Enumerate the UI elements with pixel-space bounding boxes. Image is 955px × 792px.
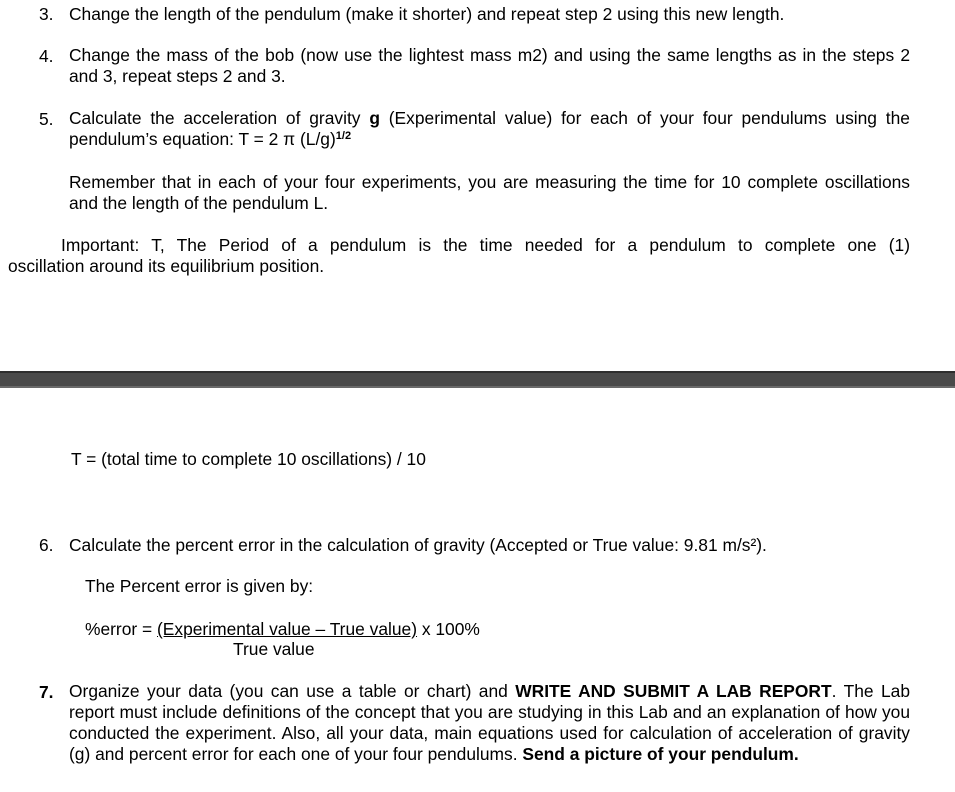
formula-denominator: True value [233,639,315,659]
important-line-1: Important: T, The Period of a pendulum is the time needed for a pendulum to complete one (1) [61,235,910,255]
send-picture-instruction: Send a picture of your pendulum. [522,744,799,764]
step-4-text: Change the mass of the bob (now use the lightest mass m2) and using the same lengths as in the steps 2 and 3, repeat steps 2 and 3. [69,45,910,86]
formula-prefix: %error = [85,619,157,639]
step-7-text-a: Organize your data (you can use a table or chart) and [69,681,516,701]
step-6-text: Calculate the percent error in the calculation of gravity (Accepted or True value: 9.81 m/s²). [69,535,767,555]
lab-report-instruction: WRITE AND SUBMIT A LAB REPORT [515,681,832,701]
step-7-number: 7. [39,682,54,702]
important-line-2: oscillation around its equilibrium position. [8,256,325,276]
step-4-number: 4. [39,46,54,66]
step-7-text [69,681,910,765]
formula-suffix: x 100% [417,619,480,639]
percent-error-formula [85,619,480,639]
percent-error-intro: The Percent error is given by: [85,576,314,596]
step-3-number: 3. [39,4,54,24]
step-7-text-b: . The Lab report must include definitions of the concept that you are studying in this Lab and an explanation of how you conducted the experiment. Also, all your data, main equations used for calculation of acceleration of gravity (g) and percent error for each one of your four pendulums. [69,681,910,764]
formula-numerator: (Experimental value – True value) [157,619,418,639]
step-6-number: 6. [39,535,54,555]
step-5-text [69,108,910,150]
step-5-text-a: Calculate the acceleration of gravity [69,108,370,128]
step-3-text: Change the length of the pendulum (make it shorter) and repeat step 2 using this new length. [69,4,785,24]
step-5-number: 5. [39,109,54,129]
equation-exponent: 1/2 [335,130,352,142]
step-5-text-b: (Experimental value) for each of your four pendulums using the pendulum’s equation: T = 2 π (L/g) [69,108,910,149]
section-divider [0,371,955,388]
remember-note: Remember that in each of your four experiments, you are measuring the time for 10 complete oscillations and the length of the pendulum L. [69,172,910,213]
gravity-symbol: g [369,108,380,128]
period-formula: T = (total time to complete 10 oscillations) / 10 [71,449,426,469]
